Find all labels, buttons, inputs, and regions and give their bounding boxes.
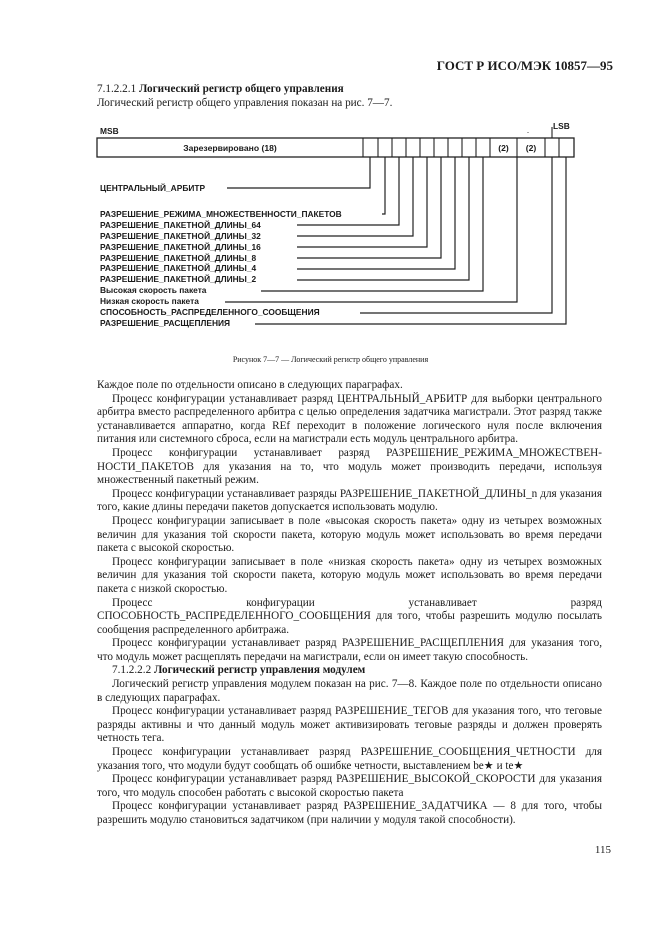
field-name: РАЗРЕШЕНИЕ_РАСЩЕПЛЕНИЯ bbox=[100, 317, 231, 328]
paragraph: Процесс конфигурации устанавливает разряд РАЗРЕШЕНИЕ_СООБЩЕНИЯ_ЧЕТНОСТИ для указания того, что модули будут сообщать об ошибке четности, выставлением be★ и te★ bbox=[97, 746, 602, 772]
section-title: Логический регистр общего управления bbox=[138, 83, 344, 95]
page-number: 115 bbox=[594, 844, 611, 856]
field-name: РАЗРЕШЕНИЕ_ПАКЕТНОЙ_ДЛИНЫ_16 bbox=[100, 241, 261, 252]
field-names-list bbox=[100, 183, 420, 329]
section-title: Логический регистр управления модулем bbox=[153, 664, 366, 677]
field-name: РАЗРЕШЕНИЕ_ПАКЕТНОЙ_ДЛИНЫ_4 bbox=[100, 263, 257, 274]
register-diagram bbox=[0, 0, 661, 350]
section-number: 7.1.2.2.1 bbox=[97, 83, 137, 95]
field-name: РАЗРЕШЕНИЕ_ПАКЕТНОЙ_ДЛИНЫ_32 bbox=[100, 230, 261, 241]
paragraph: Каждое поле по отдельности описано в следующих параграфах. bbox=[97, 379, 403, 391]
paragraph: Процесс конфигурации устанавливает разряд РАЗРЕШЕНИЕ_ЗАДАТЧИКА — 8 для того, чтобы разрешить модулю становиться задатчиком (при наличии у модуля такой способности). bbox=[97, 800, 602, 826]
msb-label: MSB bbox=[100, 126, 119, 136]
high-speed-field-label: (2) bbox=[498, 143, 509, 153]
field-name: РАЗРЕШЕНИЕ_ПАКЕТНОЙ_ДЛИНЫ_64 bbox=[100, 219, 261, 230]
paragraph: Процесс конфигурации устанавливает разряды РАЗРЕШЕНИЕ_ПАКЕТНОЙ_ДЛИНЫ_n для указания того, какие длины передачи пакетов допускается использовать модулю. bbox=[97, 487, 602, 514]
field-name: ЦЕНТРАЛЬНЫЙ_АРБИТР bbox=[100, 183, 206, 193]
paragraph: Процесс конфигурации устанавливает разряд РАЗРЕШЕНИЕ_ТЕГОВ для указания того, что теговые разряды активны и что данный модуль может активизировать теговые разряды и должен проверять четность тега. bbox=[97, 705, 602, 745]
field-name: РАЗРЕШЕНИЕ_РЕЖИМА_МНОЖЕСТВЕННОСТИ_ПАКЕТОВ bbox=[100, 208, 342, 219]
field-name: Высокая скорость пакета bbox=[100, 285, 207, 296]
section-heading-2 bbox=[97, 664, 602, 678]
paragraph: Процесс конфигурации устанавливает разряд РАЗРЕШЕНИЕ_РЕЖИМА_МНОЖЕСТВЕН-НОСТИ_ПАКЕТОВ для указания на то, что модуль может производить передачи, используя множественный пакетный режим. bbox=[97, 446, 602, 487]
field-name: СПОСОБНОСТЬ_РАСПРЕДЕЛЕННОГО_СООБЩЕНИЯ bbox=[100, 307, 320, 318]
dot-mark: . bbox=[527, 126, 529, 135]
figure-intro: Логический регистр общего управления показан на рис. 7—7. bbox=[97, 97, 393, 109]
reserved-field-label: Зарезервировано (18) bbox=[183, 143, 277, 153]
paragraph: Процесс конфигурации записывает в поле «низкая скорость пакета» одну из четырех возможных величин для указания той скорости пакета, которую модуль может использовать во время передачи пакета с низкой скоростью. bbox=[97, 555, 602, 595]
body-text bbox=[97, 379, 602, 828]
low-speed-field-label: (2) bbox=[525, 143, 537, 153]
paragraph: Логический регистр управления модулем показан на рис. 7—8. Каждое поле по отдельности описано в следующих параграфах. bbox=[97, 678, 602, 704]
section-number: 7.1.2.2.2 bbox=[112, 664, 152, 677]
paragraph: Процесс конфигурации устанавливает разряд РАЗРЕШЕНИЕ_РАСЩЕПЛЕНИЯ для указания того, что модуль может расщеплять передачи на магистрали, если он имеет такую способность. bbox=[97, 637, 602, 663]
figure-caption: Рисунок 7—7 — Логический регистр общего управления bbox=[232, 355, 429, 364]
field-name: РАЗРЕШЕНИЕ_ПАКЕТНОЙ_ДЛИНЫ_2 bbox=[100, 274, 257, 285]
paragraph: Процесс конфигурации записывает в поле «высокая скорость пакета» одну из четырех возможных величин для указания той скорости пакета, которую модуль может использовать во время передачи пакета с высокой скоростью. bbox=[97, 514, 602, 555]
paragraph: Процесс конфигурации устанавливает разряд РАЗРЕШЕНИЕ_ВЫСОКОЙ_СКОРОСТИ для указания того, что модуль способен работать с высокой скоростью пакета bbox=[97, 773, 602, 799]
document-header: ГОСТ Р ИСО/МЭК 10857—95 bbox=[436, 58, 613, 73]
lsb-label: LSB bbox=[553, 121, 570, 131]
field-name: РАЗРЕШЕНИЕ_ПАКЕТНОЙ_ДЛИНЫ_8 bbox=[100, 252, 257, 263]
paragraph: Процесс конфигурации устанавливает разряд ЦЕНТРАЛЬНЫЙ_АРБИТР для выборки центрального арбитра вместо распределенного арбитра с целью определения задатчика магистрали. Этот разряд также устанавливается аппаратно, когда REf переходит в положение логического нуля после включения питания или системного сброса, если на магистрали есть модуль центрального арбитра. bbox=[97, 392, 602, 446]
field-name: Низкая скорость пакета bbox=[100, 296, 199, 307]
paragraph: Процесс конфигурации устанавливает разряд СПОСОБНОСТЬ_РАСПРЕДЕЛЕННОГО_СООБЩЕНИЯ для того, чтобы разрешить модулю посылать сообщения распределенного арбитража. bbox=[97, 596, 602, 636]
